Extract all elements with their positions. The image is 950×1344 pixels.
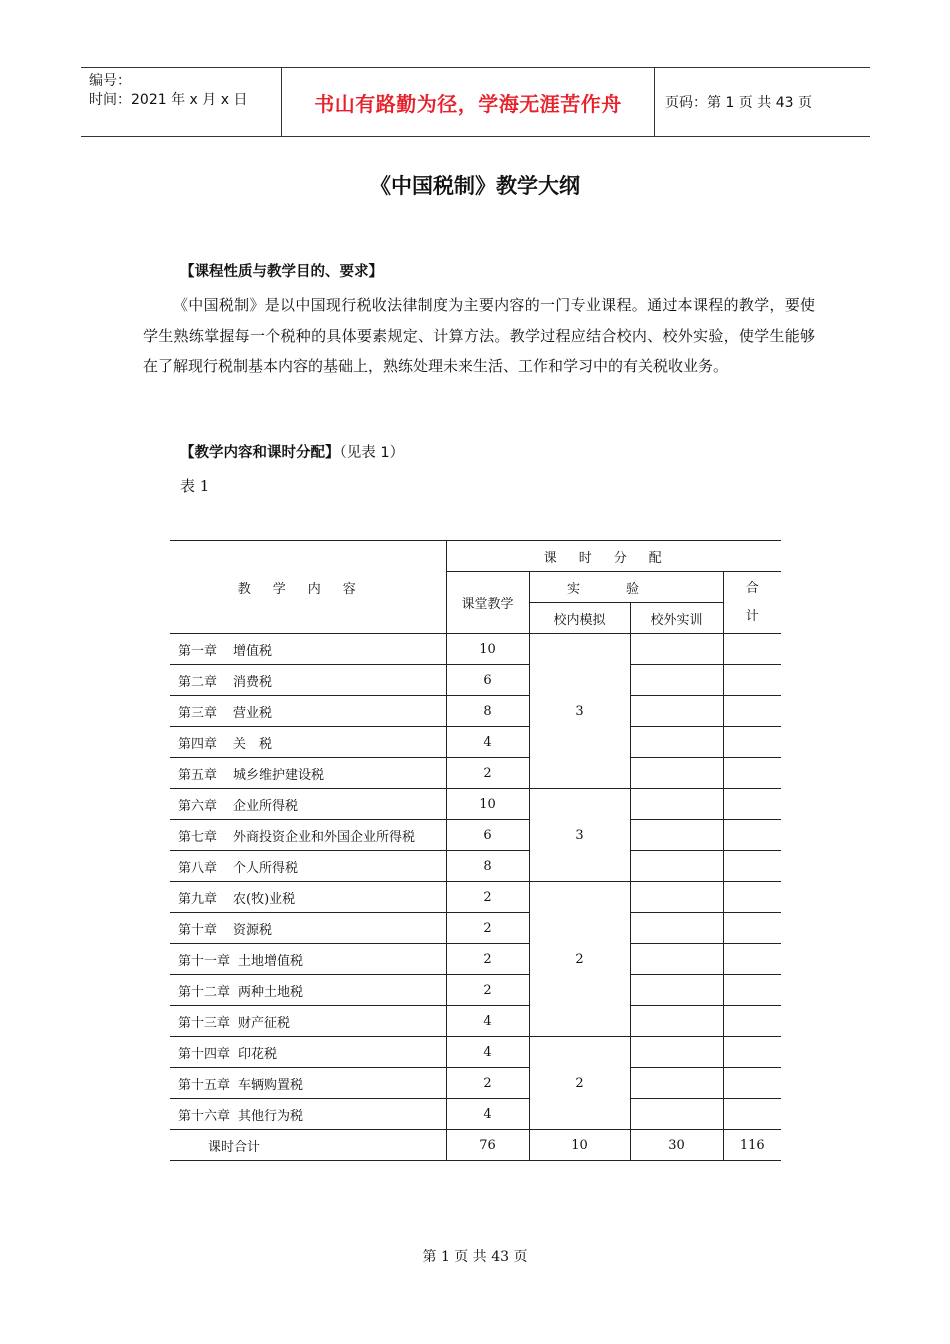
section-heading-note: （见表 1）: [339, 445, 405, 461]
external-training-cell: [630, 665, 723, 696]
row-total-cell: [723, 727, 781, 758]
external-training-cell: [630, 882, 723, 913]
chapter-cell: 第十一章 土地增值税: [170, 944, 446, 975]
classroom-hours-cell: 4: [446, 1037, 529, 1068]
table-row: [170, 1068, 781, 1099]
table-row: [170, 975, 781, 1006]
totals-external-cell: 30: [630, 1130, 723, 1161]
table-row: [170, 851, 781, 882]
chapter-cell: 第十三章 财产征税: [170, 1006, 446, 1037]
table-row: [170, 789, 781, 820]
chapter-cell: 第十五章 车辆购置税: [170, 1068, 446, 1099]
external-training-cell: [630, 634, 723, 665]
chapter-cell: 第十二章 两种土地税: [170, 975, 446, 1006]
section-heading-content: [180, 441, 404, 462]
number-label: 编号：: [89, 73, 131, 89]
classroom-hours-cell: 2: [446, 913, 529, 944]
external-training-cell: [630, 913, 723, 944]
table-row: [170, 944, 781, 975]
time-label: 时间：2021 年 x 月 x 日: [89, 92, 248, 108]
row-total-cell: [723, 913, 781, 944]
section-heading-course-nature: 【课程性质与教学目的、要求】: [180, 264, 383, 280]
totals-label-cell: 课时合计: [170, 1130, 446, 1161]
table-row: [170, 1006, 781, 1037]
table-row: [170, 758, 781, 789]
row-total-cell: [723, 975, 781, 1006]
header-total: 合 计: [723, 572, 781, 634]
document-header: [81, 67, 870, 137]
classroom-hours-cell: 2: [446, 758, 529, 789]
classroom-hours-cell: 8: [446, 696, 529, 727]
internal-simulation-cell: 2: [529, 1037, 630, 1130]
table-row: [170, 913, 781, 944]
classroom-hours-cell: 2: [446, 975, 529, 1006]
header-meta: [89, 72, 247, 110]
totals-internal-cell: 10: [529, 1130, 630, 1161]
row-total-cell: [723, 758, 781, 789]
chapter-cell: 第六章 企业所得税: [170, 789, 446, 820]
row-total-cell: [723, 696, 781, 727]
row-total-cell: [723, 1006, 781, 1037]
section-heading-text: 【教学内容和课时分配】: [180, 445, 340, 461]
classroom-hours-cell: 10: [446, 634, 529, 665]
table-row: [170, 1037, 781, 1068]
header-classroom: 课堂教学: [446, 572, 529, 634]
table-caption: 表 1: [180, 477, 210, 495]
classroom-hours-cell: 8: [446, 851, 529, 882]
header-allocation: 课时分配: [446, 541, 781, 572]
header-page-info: 页码：第 1 页 共 43 页: [665, 95, 812, 111]
internal-simulation-cell: 2: [529, 882, 630, 1037]
table-row: [170, 634, 781, 665]
external-training-cell: [630, 758, 723, 789]
header-internal: 校内模拟: [529, 603, 630, 634]
external-training-cell: [630, 1099, 723, 1130]
totals-classroom-cell: 76: [446, 1130, 529, 1161]
external-training-cell: [630, 727, 723, 758]
table-row: [170, 1099, 781, 1130]
internal-simulation-cell: 3: [529, 789, 630, 882]
header-content: 教学内容: [170, 541, 446, 634]
chapter-cell: 第十四章 印花税: [170, 1037, 446, 1068]
header-external: 校外实训: [630, 603, 723, 634]
external-training-cell: [630, 1037, 723, 1068]
external-training-cell: [630, 975, 723, 1006]
classroom-hours-cell: 2: [446, 944, 529, 975]
classroom-hours-cell: 4: [446, 1099, 529, 1130]
row-total-cell: [723, 820, 781, 851]
chapter-cell: 第五章 城乡维护建设税: [170, 758, 446, 789]
document-title: 《中国税制》教学大纲: [370, 174, 580, 198]
chapter-cell: 第四章 关 税: [170, 727, 446, 758]
page-footer: 第 1 页 共 43 页: [422, 1249, 528, 1265]
external-training-cell: [630, 696, 723, 727]
table-row: [170, 727, 781, 758]
chapter-cell: 第七章 外商投资企业和外国企业所得税: [170, 820, 446, 851]
table-row: [170, 696, 781, 727]
internal-simulation-cell: 3: [529, 634, 630, 789]
external-training-cell: [630, 1068, 723, 1099]
external-training-cell: [630, 944, 723, 975]
hours-allocation-table: [170, 540, 781, 1161]
header-experiment: 实验: [529, 572, 723, 603]
external-training-cell: [630, 820, 723, 851]
row-total-cell: [723, 882, 781, 913]
totals-grand-cell: 116: [723, 1130, 781, 1161]
classroom-hours-cell: 4: [446, 1006, 529, 1037]
chapter-cell: 第二章 消费税: [170, 665, 446, 696]
row-total-cell: [723, 789, 781, 820]
row-total-cell: [723, 851, 781, 882]
chapter-cell: 第十章 资源税: [170, 913, 446, 944]
chapter-cell: 第三章 营业税: [170, 696, 446, 727]
classroom-hours-cell: 10: [446, 789, 529, 820]
chapter-cell: 第八章 个人所得税: [170, 851, 446, 882]
header-divider: [654, 68, 655, 136]
course-description-paragraph: 《中国税制》是以中国现行税收法律制度为主要内容的一门专业课程。通过本课程的教学，要使学生熟练掌握每一个税种的具体要素规定、计算方法。教学过程应结合校内、校外实验，使学生能够在了解现行税制基本内容的基础上，熟练处理未来生活、工作和学习中的有关税收业务。: [143, 296, 815, 375]
table-row: [170, 882, 781, 913]
row-total-cell: [723, 944, 781, 975]
external-training-cell: [630, 1006, 723, 1037]
classroom-hours-cell: 4: [446, 727, 529, 758]
row-total-cell: [723, 1068, 781, 1099]
row-total-cell: [723, 1099, 781, 1130]
classroom-hours-cell: 2: [446, 882, 529, 913]
classroom-hours-cell: 6: [446, 820, 529, 851]
chapter-cell: 第十六章 其他行为税: [170, 1099, 446, 1130]
table-row: [170, 665, 781, 696]
row-total-cell: [723, 634, 781, 665]
row-total-cell: [723, 665, 781, 696]
chapter-cell: 第一章 增值税: [170, 634, 446, 665]
classroom-hours-cell: 2: [446, 1068, 529, 1099]
totals-row: [170, 1130, 781, 1161]
header-motto: 书山有路勤为径，学海无涯苦作舟: [314, 91, 622, 116]
chapter-cell: 第九章 农(牧)业税: [170, 882, 446, 913]
external-training-cell: [630, 851, 723, 882]
row-total-cell: [723, 1037, 781, 1068]
classroom-hours-cell: 6: [446, 665, 529, 696]
external-training-cell: [630, 789, 723, 820]
table-row: [170, 820, 781, 851]
